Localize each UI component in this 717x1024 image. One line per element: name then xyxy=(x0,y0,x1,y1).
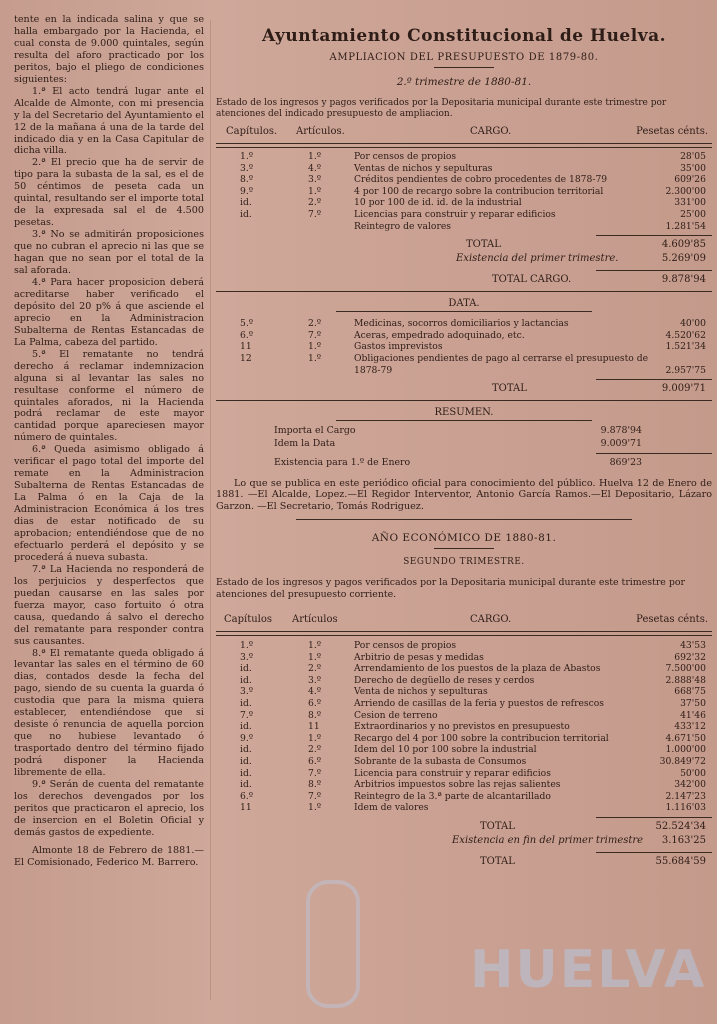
amount-cell: 28'05 xyxy=(680,151,706,162)
articulo-cell: 2.º xyxy=(308,663,322,675)
description-cell: Arbitrio de pesas y medidas xyxy=(354,651,484,663)
left-paragraph: 5.ª El rematante no tendrá derecho á reclamar indemnizacion alguna si al levantar las sales no resultase conforme el número de quintales aforados, ni la Hacienda podrá reclamar de este mayor cantidad porque apareciesen mayor número de quintales. xyxy=(14,348,204,444)
amount-cell: 1.116'03 xyxy=(665,802,706,814)
description-cell: Arrendamiento de los puestos de la plaza de Abastos xyxy=(354,663,601,675)
description-cell: Por censos de propios xyxy=(354,640,457,652)
capitulo-cell: 11 xyxy=(240,341,252,353)
articulo-cell: 3.º xyxy=(308,674,322,686)
left-paragraphs xyxy=(14,14,204,839)
resumen-label: Idem la Data xyxy=(274,437,336,449)
header-capitulos: Capítulos. xyxy=(226,126,278,137)
table-row xyxy=(216,710,712,722)
table-header-2 xyxy=(216,614,712,628)
amount-cell: 2.147'23 xyxy=(665,790,706,802)
amount-cell: 342'00 xyxy=(674,779,706,791)
page-title: Ayuntamiento Constitucional de Huelva. xyxy=(261,26,667,46)
table-row xyxy=(216,768,712,780)
left-column xyxy=(14,14,204,869)
total-cargo-label: TOTAL CARGO. xyxy=(492,274,572,286)
amount-cell: 2.888'48 xyxy=(665,674,706,686)
capitulo-cell: 12 xyxy=(240,352,252,364)
articulo-cell: 7.º xyxy=(308,790,322,802)
resumen-label: Importa el Cargo xyxy=(274,425,356,437)
articulo-cell: 1.º xyxy=(308,802,322,814)
articulo-cell: 1.º xyxy=(308,352,322,364)
capitulo-cell: id. xyxy=(240,697,252,709)
left-paragraph: tente en la indicada salina y que se halla embargado por la Hacienda, el cual consta de 9.000 quintales, según resulta del aforo practicado por los peritos, bajo el pliego de condiciones siguientes: xyxy=(14,14,204,85)
table-row xyxy=(216,341,712,353)
existencia2-row xyxy=(216,835,712,849)
table-row xyxy=(216,365,712,377)
total3-label: TOTAL xyxy=(480,855,515,867)
divider xyxy=(596,817,712,818)
divider xyxy=(216,631,712,636)
divider xyxy=(596,379,712,380)
amount-cell: 7.500'00 xyxy=(665,663,706,675)
existencia-label: Existencia del primer trimestre. xyxy=(456,253,619,265)
divider xyxy=(596,453,712,454)
watermark-shield-icon xyxy=(306,880,360,1008)
total-row xyxy=(216,239,712,253)
capitulo-cell: id. xyxy=(240,767,252,779)
amount-cell: 1.281'54 xyxy=(665,220,706,232)
capitulo-cell: 3.º xyxy=(240,162,254,174)
table-row xyxy=(216,652,712,664)
resumen-heading: RESUMEN. xyxy=(434,407,494,419)
description-cell: Arriendo de casillas de la feria y puestos de refrescos xyxy=(354,697,605,709)
description-cell: Ventas de nichos y sepulturas xyxy=(354,162,493,174)
table-row xyxy=(216,174,712,186)
amount-cell: 35'00 xyxy=(680,162,706,174)
left-paragraph: 6.ª Queda asimismo obligado á verificar el pago total del importe del remate en la Administracion Subalterna de Rentas Estancadas de La Palma ó en la Caja de la Administracion Económica á los tres dias de estar notificado de su aprobacion; entendiéndose que de no efectuarlo perderá el depósito y se procederá á nueva subasta. xyxy=(14,444,204,563)
table-row xyxy=(216,221,712,233)
total-label: TOTAL xyxy=(466,239,501,251)
divider xyxy=(434,548,494,549)
description-cell: Reintegro de la 3.ª parte de alcantarillado xyxy=(354,790,551,802)
total-data-row xyxy=(216,383,712,397)
header-cargo: CARGO. xyxy=(470,614,512,626)
description-cell: Sobrante de la subasta de Consumos xyxy=(354,755,527,767)
amount-cell: 40'00 xyxy=(680,318,706,330)
capitulo-cell: 8.º xyxy=(240,174,254,186)
cargo-table-1 xyxy=(216,151,712,232)
table-row xyxy=(216,675,712,687)
description-cell: Derecho de degüello de reses y cerdos xyxy=(354,674,535,686)
resumen-row xyxy=(216,425,712,438)
data-table xyxy=(216,318,712,376)
header-capitulos: Capítulos xyxy=(224,614,273,626)
table-header xyxy=(216,126,712,140)
table-row xyxy=(216,802,712,814)
capitulo-cell: 3.º xyxy=(240,686,254,698)
amount-cell: 25'00 xyxy=(680,208,706,220)
resumen-row xyxy=(216,438,712,451)
existencia-enero-label: Existencia para 1.º de Enero xyxy=(274,457,411,469)
description-cell: Venta de nichos y sepulturas xyxy=(354,686,488,698)
description-cell: Aceras, empedrado adoquinado, etc. xyxy=(354,329,525,341)
data-heading: DATA. xyxy=(448,298,480,310)
articulo-cell: 4.º xyxy=(308,686,322,698)
table-row xyxy=(216,197,712,209)
total-data-amount: 9.009'71 xyxy=(661,383,706,395)
existencia2-amount: 3.163'25 xyxy=(661,834,706,846)
capitulo-cell: 9.º xyxy=(240,185,254,197)
articulo-cell: 8.º xyxy=(308,779,322,791)
amount-cell: 1.000'00 xyxy=(665,744,706,756)
table-row xyxy=(216,686,712,698)
description-cell: Por censos de propios xyxy=(354,151,457,162)
articulo-cell: 2.º xyxy=(308,197,322,209)
description-cell: Gastos imprevistos xyxy=(354,341,443,353)
divider xyxy=(216,143,712,148)
header-cargo: CARGO. xyxy=(470,126,512,137)
amount-cell: 609'26 xyxy=(674,174,706,186)
section2-title: AÑO ECONÓMICO DE 1880-81. xyxy=(371,532,557,545)
total-cargo-amount: 9.878'94 xyxy=(661,274,706,286)
table-row xyxy=(216,318,712,330)
divider xyxy=(216,400,712,401)
divider xyxy=(336,311,592,312)
description-cell: Extraordinarios y no previstos en presupuesto xyxy=(354,721,570,733)
total3-amount: 55.684'59 xyxy=(655,855,706,867)
capitulo-cell: 5.º xyxy=(240,318,254,330)
articulo-cell: 1.º xyxy=(308,185,322,197)
table-row xyxy=(216,733,712,745)
amount-cell: 4.520'62 xyxy=(665,329,706,341)
amount-cell: 668'75 xyxy=(674,686,706,698)
table-row xyxy=(216,151,712,163)
description-cell: 1878-79 xyxy=(354,364,393,376)
articulo-cell: 1.º xyxy=(308,640,322,652)
description-cell: Idem del 10 por 100 sobre la industrial xyxy=(354,744,537,756)
table-row xyxy=(216,640,712,652)
articulo-cell: 4.º xyxy=(308,162,322,174)
intro-paragraph: Estado de los ingresos y pagos verificados por la Depositaria municipal durante este trimestre por atenciones del indicado presupuesto de ampliacion. xyxy=(216,98,667,119)
column-divider xyxy=(210,20,211,1000)
capitulo-cell: 6.º xyxy=(240,329,254,341)
left-paragraph: 9.ª Serán de cuenta del rematante los derechos devengados por los peritos que practicaron el aprecio, los de insercion en el Boletin Oficial y demás gastos de expediente. xyxy=(14,779,204,838)
total2-label: TOTAL xyxy=(480,820,515,832)
capitulo-cell: 1.º xyxy=(240,151,254,162)
amount-cell: 4.671'50 xyxy=(665,732,706,744)
table-row xyxy=(216,779,712,791)
capitulo-cell: 3.º xyxy=(240,651,254,663)
header-pesetas: Pesetas cénts. xyxy=(636,614,708,626)
resumen-amount: 9.878'94 xyxy=(600,425,642,437)
resumen-table xyxy=(216,425,712,450)
right-column xyxy=(216,26,712,870)
header-articulos: Artículos xyxy=(292,614,338,626)
total-amount: 4.609'85 xyxy=(661,239,706,251)
divider xyxy=(434,67,494,68)
existencia-enero-amount: 869'23 xyxy=(609,457,642,469)
left-paragraph: 3.ª No se admitirán proposiciones que no cubran el aprecio ni las que se hagan que no sean por el total de la sal aforada. xyxy=(14,229,204,277)
capitulo-cell: id. xyxy=(240,674,252,686)
capitulo-cell: id. xyxy=(240,744,252,756)
resumen-amount: 9.009'71 xyxy=(600,437,642,449)
table-row xyxy=(216,791,712,803)
description-cell: Idem de valores xyxy=(354,802,429,814)
existencia-enero-row xyxy=(216,457,712,470)
publication-notice: Lo que se publica en este periódico oficial para conocimiento del público. Huelva 12 de Enero de 1881. —El Alcalde, Lopez.—El Regidor Interventor, Antonio García Ramos.—El Depositario, Lázaro Garzon. —El Secretario, Tomás Rodriguez. xyxy=(216,477,712,513)
description-cell: Cesion de terreno xyxy=(354,709,438,721)
amount-cell: 433'12 xyxy=(674,721,706,733)
amount-cell: 43'53 xyxy=(680,640,706,652)
articulo-cell: 6.º xyxy=(308,755,322,767)
table-row xyxy=(216,744,712,756)
articulo-cell: 6.º xyxy=(308,697,322,709)
description-cell: 4 por 100 de recargo sobre la contribucion territorial xyxy=(354,185,604,197)
amount-cell: 692'32 xyxy=(674,651,706,663)
description-cell: Reintegro de valores xyxy=(354,220,451,232)
description-cell: Licencia para construir y reparar edificios xyxy=(354,767,551,779)
capitulo-cell: id. xyxy=(240,663,252,675)
articulo-cell: 1.º xyxy=(308,151,322,162)
description-cell: Créditos pendientes de cobro procedentes de 1878-79 xyxy=(354,174,608,186)
existencia-row xyxy=(216,253,712,267)
table-row xyxy=(216,698,712,710)
description-cell: Recargo del 4 por 100 sobre la contribucion territorial xyxy=(354,732,609,744)
amount-cell: 2.957'75 xyxy=(665,364,706,376)
divider xyxy=(596,852,712,853)
divider xyxy=(596,235,712,236)
amount-cell: 37'50 xyxy=(680,697,706,709)
trimestre-heading: 2.º trimestre de 1880-81. xyxy=(396,76,532,88)
description-cell: 10 por 100 de id. id. de la industrial xyxy=(354,197,522,209)
amount-cell: 41'46 xyxy=(680,709,706,721)
table-row xyxy=(216,663,712,675)
articulo-cell: 2.º xyxy=(308,744,322,756)
capitulo-cell: id. xyxy=(240,721,252,733)
capitulo-cell: 6.º xyxy=(240,790,254,802)
articulo-cell: 1.º xyxy=(308,341,322,353)
cargo-table-2 xyxy=(216,640,712,814)
amount-cell: 1.521'34 xyxy=(665,341,706,353)
amount-cell: 331'00 xyxy=(674,197,706,209)
articulo-cell: 7.º xyxy=(308,208,322,220)
articulo-cell: 1.º xyxy=(308,651,322,663)
header-articulos: Artículos. xyxy=(296,126,345,137)
total-data-label: TOTAL xyxy=(492,383,527,395)
capitulo-cell: 11 xyxy=(240,802,252,814)
capitulo-cell: 1.º xyxy=(240,640,254,652)
intro-paragraph-2: Estado de los ingresos y pagos verificados por la Depositaria municipal durante este trimestre por atenciones del presupuesto corriente. xyxy=(216,577,685,600)
divider xyxy=(596,270,712,271)
left-paragraph: 4.ª Para hacer proposicion deberá acreditarse haber verificado el depósito del 20 p% á que asciende el aprecio en la Administracion Subalterna de Rentas Estancadas de La Palma, cabeza del partido. xyxy=(14,276,204,348)
section2-subtitle: SEGUNDO TRIMESTRE. xyxy=(403,557,525,568)
divider xyxy=(296,519,632,520)
articulo-cell: 2.º xyxy=(308,318,322,330)
left-paragraph: 2.ª El precio que ha de servir de tipo para la subasta de la sal, es el de 50 céntimos de peseta cada un quintal, resultando ser el importe total de la expresada sal el de 4.500 pesetas. xyxy=(14,157,204,229)
subtitle: AMPLIACION DEL PRESUPUESTO DE 1879-80. xyxy=(329,52,599,63)
articulo-cell: 3.º xyxy=(308,174,322,186)
divider xyxy=(336,420,592,421)
capitulo-cell: 7.º xyxy=(240,709,254,721)
capitulo-cell: id. xyxy=(240,755,252,767)
description-cell: Medicinas, socorros domiciliarios y lactancias xyxy=(354,318,569,330)
existencia2-label: Existencia en fin del primer trimestre xyxy=(452,834,644,846)
capitulo-cell: id. xyxy=(240,197,252,209)
table-row xyxy=(216,330,712,342)
left-signature: Almonte 18 de Febrero de 1881.—El Comisionado, Federico M. Barrero. xyxy=(14,844,204,868)
articulo-cell: 7.º xyxy=(308,329,322,341)
description-cell: Licencias para construir y reparar edificios xyxy=(354,208,556,220)
articulo-cell: 11 xyxy=(308,721,320,733)
capitulo-cell: id. xyxy=(240,779,252,791)
articulo-cell: 8.º xyxy=(308,709,322,721)
divider xyxy=(216,291,712,292)
table-row xyxy=(216,163,712,175)
watermark: HUELVA xyxy=(470,940,707,1000)
articulo-cell: 7.º xyxy=(308,767,322,779)
amount-cell: 50'00 xyxy=(680,767,706,779)
left-paragraph: 8.ª El rematante queda obligado á levantar las sales en el término de 60 dias, contados desde la fecha del pago, siendo de su cuenta la guarda ó custodia que para la misma quiera establecer, entendiéndose que si desiste ó renuncia de aquella porcion que no hubiese levantado ó trasportado dentro del término fijado podrá disponer la Hacienda libremente de ella. xyxy=(14,647,204,779)
description-cell: Obligaciones pendientes de pago al cerrarse el presupuesto de xyxy=(354,352,649,364)
left-paragraph: 7.ª La Hacienda no responderá de los perjuicios y desperfectos que puedan causarse en las sales por fuerza mayor, caso fortuito ó otra causa, quedando á salvo el derecho del rematante para responder contra sus causantes. xyxy=(14,563,204,647)
amount-cell: 2.300'00 xyxy=(665,185,706,197)
capitulo-cell: 9.º xyxy=(240,732,254,744)
table-row xyxy=(216,209,712,221)
table-row xyxy=(216,353,712,365)
table-row xyxy=(216,721,712,733)
amount-cell: 30.849'72 xyxy=(659,755,706,767)
total-cargo-row xyxy=(216,274,712,288)
existencia-amount: 5.269'09 xyxy=(661,253,706,265)
left-paragraph: 1.ª El acto tendrá lugar ante el Alcalde de Almonte, con mi presencia y la del Secretario del Ayuntamiento el 12 de la mañana á una de la tarde del indicado dia y en la Casa Capitular de dicha villa. xyxy=(14,85,204,157)
total3-row xyxy=(216,856,712,870)
articulo-cell: 1.º xyxy=(308,732,322,744)
table-row xyxy=(216,756,712,768)
total2-row xyxy=(216,821,712,835)
header-pesetas: Pesetas cénts. xyxy=(636,126,708,137)
total2-amount: 52.524'34 xyxy=(655,820,706,832)
capitulo-cell: id. xyxy=(240,208,252,220)
description-cell: Arbitrios impuestos sobre las rejas salientes xyxy=(354,779,561,791)
table-row xyxy=(216,186,712,198)
